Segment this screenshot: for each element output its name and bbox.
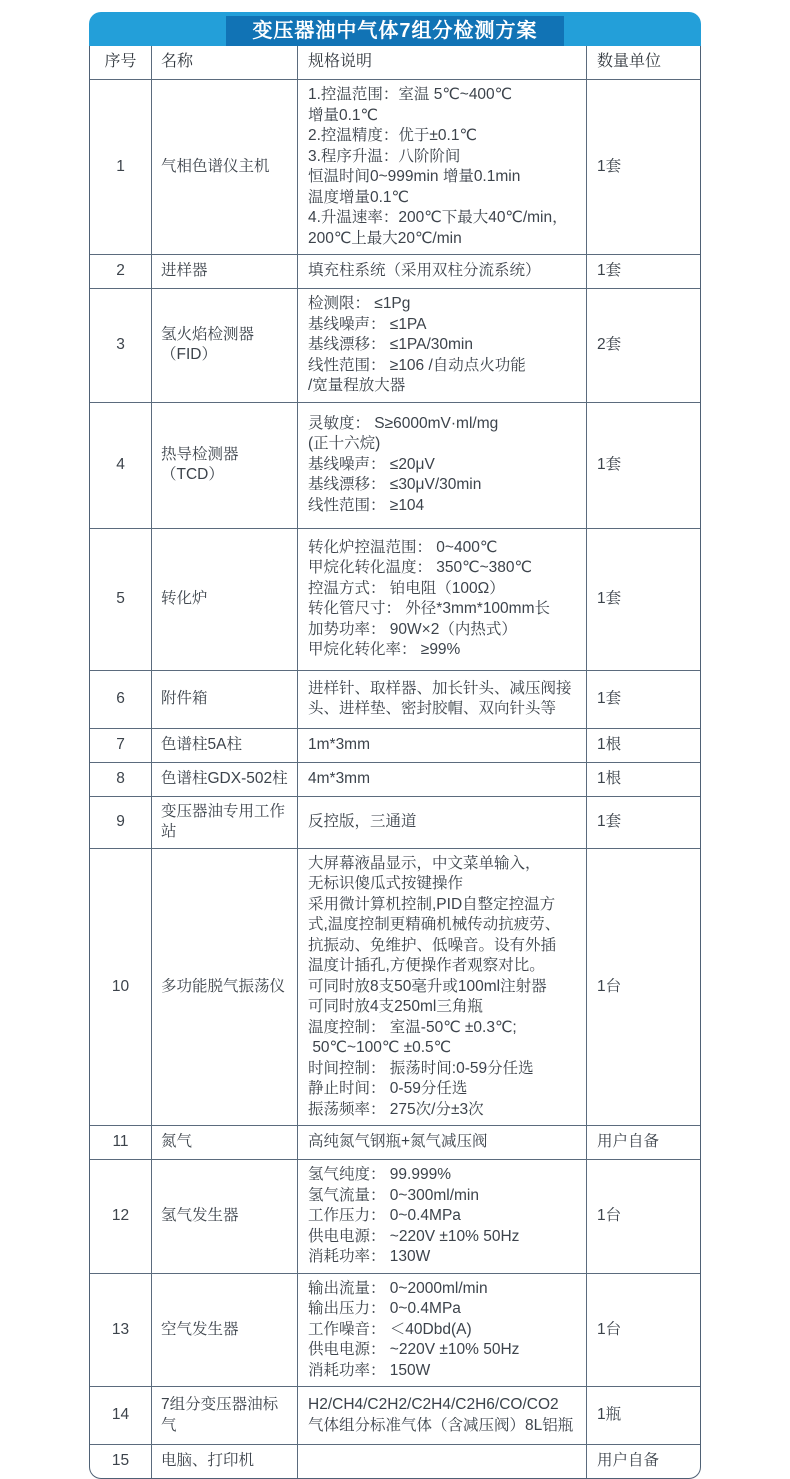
spec-line: 工作噪音： ＜40Dbd(A) [308, 1320, 472, 1338]
cell-spec [298, 849, 587, 1126]
spec-line: 甲烷化转化温度： 350℃~380℃ [308, 559, 532, 576]
cell-qty: 1瓶 [597, 1406, 622, 1424]
spec-line: 1.控温范围：室温 5℃~400℃ [308, 86, 513, 103]
table-row [90, 728, 700, 762]
cell-no: 13 [90, 1274, 152, 1387]
cell-no: 10 [90, 849, 152, 1126]
spec-line: 3.程序升温：八阶阶间 [308, 147, 461, 165]
cell-spec [298, 671, 587, 728]
cell-spec [298, 763, 587, 796]
spec-line: 200℃上最大20℃/min [308, 229, 462, 247]
spec-line: 氢气流量： 0~300ml/min [308, 1186, 479, 1204]
spec-line: 基线噪声： ≤1PA [308, 315, 427, 333]
cell-spec [298, 1445, 587, 1478]
cell-no: 6 [90, 671, 152, 728]
table-header-row [90, 46, 700, 79]
cell-no: 1 [90, 80, 152, 254]
cell-spec [298, 255, 587, 288]
spec-line: 供电电源： ~220V ±10% 50Hz [308, 1341, 520, 1358]
cell-name: 色谱柱5A柱 [152, 729, 298, 762]
spec-line: 氢气纯度： 99.999% [308, 1166, 451, 1183]
table-row [90, 79, 700, 254]
cell-name: 进样器 [152, 255, 298, 288]
cell-name: 空气发生器 [152, 1274, 298, 1387]
spec-line: 工作压力： 0~0.4MPa [308, 1207, 461, 1224]
spec-line: 进样针、取样器、加长针头、减压阀接头、进样垫、密封胶帽、双向针头等 [308, 679, 572, 717]
cell-spec [298, 729, 587, 762]
cell-name: 氮气 [152, 1126, 298, 1159]
cell-qty: 1台 [597, 977, 622, 995]
spec-table-panel [89, 12, 701, 1479]
cell-name: 变压器油专用工作站 [152, 797, 298, 848]
cell-no: 5 [90, 529, 152, 670]
cell-name: 气相色谱仪主机 [152, 80, 298, 254]
cell-no: 4 [90, 403, 152, 528]
cell-no: 11 [90, 1126, 152, 1159]
cell-qty: 1套 [597, 589, 622, 607]
spec-line: 基线漂移： ≤1PA/30min [308, 336, 473, 353]
cell-name: 色谱柱GDX-502柱 [152, 763, 298, 796]
cell-qty: 1套 [597, 262, 622, 280]
cell-spec [298, 1126, 587, 1159]
table-row [90, 762, 700, 796]
cell-qty: 1套 [597, 689, 622, 707]
table-row [90, 402, 700, 528]
table-body [90, 79, 700, 1478]
spec-line: 采用微计算机控制,PID自整定控温方 [308, 895, 556, 913]
spec-line: 高纯氮气钢瓶+氮气减压阀 [308, 1133, 488, 1151]
cell-spec [298, 1160, 587, 1273]
cell-spec [298, 403, 587, 528]
cell-name: 7组分变压器油标气 [152, 1387, 298, 1444]
spec-line: 供电电源： ~220V ±10% 50Hz [308, 1227, 520, 1245]
spec-line: 恒温时间0~999min 增量0.1min [308, 168, 521, 185]
cell-name: 转化炉 [152, 529, 298, 670]
spec-line: 4m*3mm [308, 769, 371, 787]
cell-no: 15 [90, 1445, 152, 1478]
cell-spec [298, 289, 587, 402]
spec-line: 式,温度控制更精确机械传动抗疲劳、 [308, 916, 561, 933]
spec-line: 温度控制： 室温-50℃ ±0.3℃; [308, 1018, 517, 1036]
spec-line: 消耗功率： 150W [308, 1361, 431, 1379]
spec-table [89, 46, 701, 1479]
table-row [90, 288, 700, 402]
title-band [89, 12, 701, 46]
spec-line: 控温方式： 铂电阻（100Ω） [308, 579, 505, 597]
header-name: 名称 [152, 46, 298, 79]
spec-line: /宽量程放大器 [308, 377, 406, 394]
cell-name: 电脑、打印机 [152, 1445, 298, 1478]
spec-line: 50℃~100℃ ±0.5℃ [308, 1039, 452, 1056]
spec-line: 2.控温精度：优于±0.1℃ [308, 127, 477, 144]
spec-line: 反控版，三通道 [308, 812, 417, 830]
cell-no: 9 [90, 797, 152, 848]
cell-no: 3 [90, 289, 152, 402]
cell-name: 热导检测器（TCD） [152, 403, 298, 528]
cell-spec [298, 529, 587, 670]
header-qty: 数量单位 [597, 53, 662, 71]
spec-line: 加势功率： 90W×2（内热式） [308, 620, 517, 638]
header-spec: 规格说明 [298, 46, 587, 79]
cell-qty: 1根 [597, 769, 622, 787]
spec-line: 灵敏度： S≥6000mV·ml/mg [308, 414, 499, 432]
cell-name: 氢火焰检测器（FID） [152, 289, 298, 402]
cell-qty: 1台 [597, 1320, 622, 1338]
cell-spec [298, 1274, 587, 1387]
table-row [90, 1386, 700, 1444]
spec-line: 大屏幕液晶显示，中文菜单输入， [308, 854, 541, 872]
cell-spec [298, 1387, 587, 1444]
spec-line: 线性范围： ≥104 [308, 496, 425, 514]
cell-qty: 1台 [597, 1207, 622, 1224]
table-row [90, 1159, 700, 1273]
spec-line: (正十六烷) [308, 435, 381, 453]
table-row [90, 848, 700, 1126]
spec-line: 可同时放8支50毫升或100ml注射器 [308, 977, 547, 995]
spec-line: 4.升温速率：200℃下最大40℃/min， [308, 209, 568, 226]
page-title: 变压器油中气体7组分检测方案 [226, 16, 563, 46]
spec-line: 可同时放4支250ml三角瓶 [308, 998, 483, 1015]
cell-spec [298, 797, 587, 848]
spec-line: 输出压力： 0~0.4MPa [308, 1300, 461, 1317]
spec-line: 线性范围： ≥106 /自动点火功能 [308, 356, 526, 374]
spec-line: 气体组分标准气体（含减压阀）8L铝瓶 [308, 1416, 574, 1434]
spec-line: 输出流量： 0~2000ml/min [308, 1279, 488, 1297]
spec-line: 无标识傻瓜式按键操作 [308, 875, 464, 892]
spec-line: 抗振动、免维护、低噪音。设有外插 [308, 936, 557, 954]
spec-line: 填充柱系统（采用双柱分流系统） [308, 262, 541, 280]
cell-no: 2 [90, 255, 152, 288]
spec-line: 增量0.1℃ [308, 106, 378, 124]
cell-no: 14 [90, 1387, 152, 1444]
spec-line: 振荡频率： 275次/分±3次 [308, 1100, 484, 1118]
cell-qty: 用户自备 [597, 1452, 660, 1470]
header-no: 序号 [90, 46, 152, 79]
table-row [90, 1125, 700, 1159]
table-row [90, 254, 700, 288]
cell-name: 多功能脱气振荡仪 [152, 849, 298, 1126]
spec-line: 转化管尺寸： 外径*3mm*100mm长 [308, 600, 550, 617]
spec-line: 温度计插孔,方便操作者观察对比。 [308, 957, 545, 974]
spec-line: 静止时间： 0-59分任选 [308, 1080, 468, 1097]
table-row [90, 796, 700, 848]
cell-no: 7 [90, 729, 152, 762]
cell-name: 氢气发生器 [152, 1160, 298, 1273]
spec-line: 基线噪声： ≤20μV [308, 455, 435, 473]
cell-qty: 1根 [597, 735, 622, 753]
cell-qty: 用户自备 [597, 1133, 660, 1151]
cell-qty: 1套 [597, 812, 622, 830]
table-row [90, 670, 700, 728]
spec-line: 转化炉控温范围： 0~400℃ [308, 538, 498, 556]
cell-spec [298, 80, 587, 254]
spec-line: 时间控制： 振荡时间:0-59分任选 [308, 1059, 534, 1077]
cell-qty: 1套 [597, 455, 622, 473]
spec-line: H2/CH4/C2H2/C2H4/C2H6/CO/CO2 [308, 1396, 559, 1413]
cell-no: 12 [90, 1160, 152, 1273]
cell-qty: 1套 [597, 157, 622, 175]
spec-line: 温度增量0.1℃ [308, 188, 409, 206]
table-row [90, 528, 700, 670]
table-row [90, 1444, 700, 1478]
spec-line: 甲烷化转化率： ≥99% [308, 641, 461, 658]
table-row [90, 1273, 700, 1387]
cell-no: 8 [90, 763, 152, 796]
spec-line: 检测限： ≤1Pg [308, 295, 411, 312]
spec-line: 1m*3mm [308, 735, 371, 753]
cell-qty: 2套 [597, 336, 622, 353]
spec-line: 基线漂移： ≤30μV/30min [308, 476, 482, 494]
cell-name: 附件箱 [152, 671, 298, 728]
spec-line: 消耗功率： 130W [308, 1248, 431, 1265]
